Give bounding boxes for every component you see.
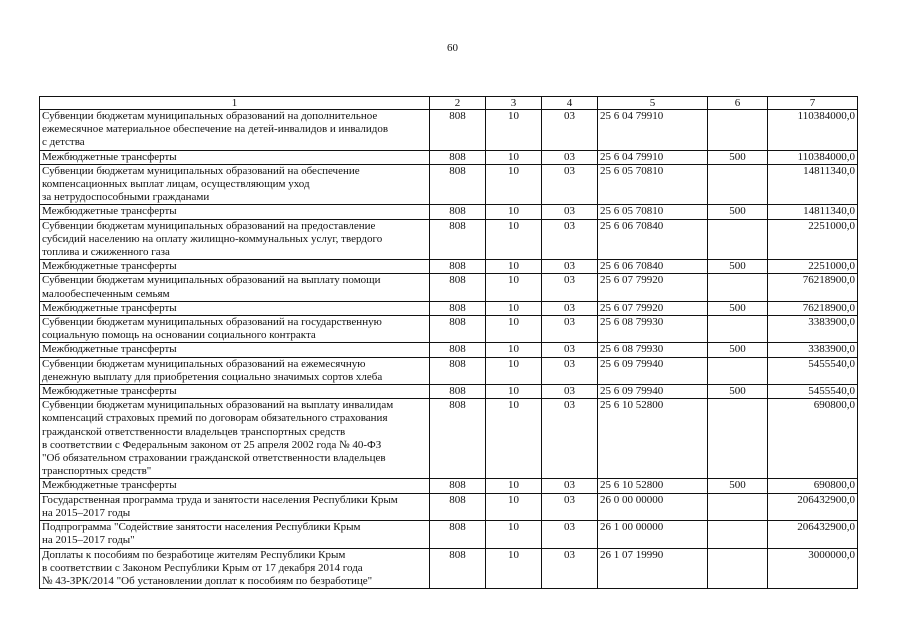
section-code-cell: 10 xyxy=(486,316,542,343)
subsection-code-cell: 03 xyxy=(542,260,598,274)
section-code-cell: 10 xyxy=(486,205,542,219)
expense-kind-cell xyxy=(708,399,768,479)
target-article-cell: 25 6 04 79910 xyxy=(598,150,708,164)
table-row xyxy=(40,385,858,399)
table-row xyxy=(40,493,858,520)
ministry-code-cell: 808 xyxy=(430,385,486,399)
section-code-cell: 10 xyxy=(486,150,542,164)
section-code-cell: 10 xyxy=(486,385,542,399)
page-number: 60 xyxy=(447,42,458,54)
ministry-code-cell: 808 xyxy=(430,110,486,151)
header-cell: 1 xyxy=(40,97,430,110)
subsection-code-cell: 03 xyxy=(542,357,598,384)
target-article-cell: 26 0 00 00000 xyxy=(598,493,708,520)
amount-cell: 14811340,0 xyxy=(768,164,858,205)
header-cell: 6 xyxy=(708,97,768,110)
ministry-code-cell: 808 xyxy=(430,150,486,164)
amount-cell: 110384000,0 xyxy=(768,110,858,151)
table-row xyxy=(40,316,858,343)
header-row xyxy=(40,97,858,110)
row-name-cell: Межбюджетные трансферты xyxy=(40,205,430,219)
header-cell: 4 xyxy=(542,97,598,110)
amount-cell: 690800,0 xyxy=(768,479,858,493)
subsection-code-cell: 03 xyxy=(542,301,598,315)
row-name-cell: Субвенции бюджетам муниципальных образований на государственную социальную помощь на основании социального контракта xyxy=(40,316,430,343)
target-article-cell: 26 1 00 00000 xyxy=(598,521,708,548)
section-code-cell: 10 xyxy=(486,479,542,493)
ministry-code-cell: 808 xyxy=(430,301,486,315)
target-article-cell: 25 6 08 79930 xyxy=(598,316,708,343)
expense-kind-cell: 500 xyxy=(708,301,768,315)
amount-cell: 690800,0 xyxy=(768,399,858,479)
section-code-cell: 10 xyxy=(486,521,542,548)
target-article-cell: 25 6 07 79920 xyxy=(598,301,708,315)
amount-cell: 5455540,0 xyxy=(768,357,858,384)
table-row xyxy=(40,521,858,548)
subsection-code-cell: 03 xyxy=(542,521,598,548)
target-article-cell: 25 6 10 52800 xyxy=(598,399,708,479)
row-name-cell: Субвенции бюджетам муниципальных образований на ежемесячную денежную выплату для приобретения социально значимых сортов хлеба xyxy=(40,357,430,384)
target-article-cell: 26 1 07 19990 xyxy=(598,548,708,589)
subsection-code-cell: 03 xyxy=(542,493,598,520)
table-row xyxy=(40,399,858,479)
ministry-code-cell: 808 xyxy=(430,205,486,219)
subsection-code-cell: 03 xyxy=(542,316,598,343)
table-row xyxy=(40,219,858,260)
target-article-cell: 25 6 10 52800 xyxy=(598,479,708,493)
expense-kind-cell: 500 xyxy=(708,343,768,357)
target-article-cell: 25 6 05 70810 xyxy=(598,164,708,205)
expense-kind-cell xyxy=(708,316,768,343)
section-code-cell: 10 xyxy=(486,164,542,205)
ministry-code-cell: 808 xyxy=(430,343,486,357)
amount-cell: 206432900,0 xyxy=(768,493,858,520)
row-name-cell: Субвенции бюджетам муниципальных образований на дополнительное ежемесячное материальное обеспечение на детей-инвалидов и инвалидов с детства xyxy=(40,110,430,151)
row-name-cell: Субвенции бюджетам муниципальных образований на выплату инвалидам компенсаций страховых премий по договорам обязательного страхования гражданской ответственности владельцев транспортных средств в соответствии с Федеральным законом от 25 апреля 2002 года № 40-ФЗ "Об обязательном страховании гражданской ответственности владельцев транспортных средств" xyxy=(40,399,430,479)
section-code-cell: 10 xyxy=(486,301,542,315)
target-article-cell: 25 6 09 79940 xyxy=(598,357,708,384)
amount-cell: 110384000,0 xyxy=(768,150,858,164)
row-name-cell: Подпрограмма "Содействие занятости населения Республики Крым на 2015–2017 годы" xyxy=(40,521,430,548)
ministry-code-cell: 808 xyxy=(430,493,486,520)
header-cell: 5 xyxy=(598,97,708,110)
table-row xyxy=(40,110,858,151)
section-code-cell: 10 xyxy=(486,260,542,274)
subsection-code-cell: 03 xyxy=(542,110,598,151)
expense-kind-cell xyxy=(708,219,768,260)
row-name-cell: Межбюджетные трансферты xyxy=(40,385,430,399)
subsection-code-cell: 03 xyxy=(542,150,598,164)
amount-cell: 2251000,0 xyxy=(768,219,858,260)
ministry-code-cell: 808 xyxy=(430,219,486,260)
target-article-cell: 25 6 08 79930 xyxy=(598,343,708,357)
row-name-cell: Субвенции бюджетам муниципальных образований на выплату помощи малообеспеченным семьям xyxy=(40,274,430,301)
section-code-cell: 10 xyxy=(486,219,542,260)
table-body xyxy=(40,110,858,589)
amount-cell: 3383900,0 xyxy=(768,316,858,343)
ministry-code-cell: 808 xyxy=(430,164,486,205)
subsection-code-cell: 03 xyxy=(542,385,598,399)
target-article-cell: 25 6 04 79910 xyxy=(598,110,708,151)
subsection-code-cell: 03 xyxy=(542,399,598,479)
table-row xyxy=(40,164,858,205)
amount-cell: 206432900,0 xyxy=(768,521,858,548)
section-code-cell: 10 xyxy=(486,399,542,479)
ministry-code-cell: 808 xyxy=(430,399,486,479)
header-cell: 3 xyxy=(486,97,542,110)
amount-cell: 3383900,0 xyxy=(768,343,858,357)
expense-kind-cell xyxy=(708,493,768,520)
amount-cell: 76218900,0 xyxy=(768,301,858,315)
subsection-code-cell: 03 xyxy=(542,479,598,493)
target-article-cell: 25 6 06 70840 xyxy=(598,219,708,260)
subsection-code-cell: 03 xyxy=(542,164,598,205)
target-article-cell: 25 6 07 79920 xyxy=(598,274,708,301)
expense-kind-cell xyxy=(708,357,768,384)
row-name-cell: Межбюджетные трансферты xyxy=(40,150,430,164)
expense-kind-cell xyxy=(708,274,768,301)
row-name-cell: Субвенции бюджетам муниципальных образований на предоставление субсидий населению на оплату жилищно-коммунальных услуг, твердого топлива и сжиженного газа xyxy=(40,219,430,260)
subsection-code-cell: 03 xyxy=(542,274,598,301)
header-cell: 7 xyxy=(768,97,858,110)
amount-cell: 14811340,0 xyxy=(768,205,858,219)
ministry-code-cell: 808 xyxy=(430,548,486,589)
row-name-cell: Межбюджетные трансферты xyxy=(40,260,430,274)
ministry-code-cell: 808 xyxy=(430,479,486,493)
table-row xyxy=(40,479,858,493)
table-row xyxy=(40,205,858,219)
expense-kind-cell xyxy=(708,110,768,151)
table-row xyxy=(40,274,858,301)
header-cell: 2 xyxy=(430,97,486,110)
section-code-cell: 10 xyxy=(486,110,542,151)
section-code-cell: 10 xyxy=(486,357,542,384)
row-name-cell: Межбюджетные трансферты xyxy=(40,301,430,315)
amount-cell: 76218900,0 xyxy=(768,274,858,301)
ministry-code-cell: 808 xyxy=(430,260,486,274)
amount-cell: 5455540,0 xyxy=(768,385,858,399)
row-name-cell: Государственная программа труда и занятости населения Республики Крым на 2015–2017 годы xyxy=(40,493,430,520)
section-code-cell: 10 xyxy=(486,274,542,301)
amount-cell: 3000000,0 xyxy=(768,548,858,589)
table-row xyxy=(40,301,858,315)
row-name-cell: Субвенции бюджетам муниципальных образований на обеспечение компенсационных выплат лицам, осуществляющим уход за нетрудоспособными гражданами xyxy=(40,164,430,205)
target-article-cell: 25 6 05 70810 xyxy=(598,205,708,219)
row-name-cell: Доплаты к пособиям по безработице жителям Республики Крым в соответствии с Законом Республики Крым от 17 декабря 2014 года № 43-ЗРК/2014 "Об установлении доплат к пособиям по безработице" xyxy=(40,548,430,589)
expense-kind-cell xyxy=(708,164,768,205)
target-article-cell: 25 6 06 70840 xyxy=(598,260,708,274)
expense-kind-cell: 500 xyxy=(708,150,768,164)
expense-kind-cell: 500 xyxy=(708,260,768,274)
expense-kind-cell xyxy=(708,548,768,589)
table-row xyxy=(40,343,858,357)
ministry-code-cell: 808 xyxy=(430,357,486,384)
section-code-cell: 10 xyxy=(486,343,542,357)
target-article-cell: 25 6 09 79940 xyxy=(598,385,708,399)
subsection-code-cell: 03 xyxy=(542,548,598,589)
expense-kind-cell: 500 xyxy=(708,385,768,399)
subsection-code-cell: 03 xyxy=(542,219,598,260)
budget-table xyxy=(39,96,858,589)
subsection-code-cell: 03 xyxy=(542,205,598,219)
row-name-cell: Межбюджетные трансферты xyxy=(40,479,430,493)
expense-kind-cell xyxy=(708,521,768,548)
table-row xyxy=(40,357,858,384)
section-code-cell: 10 xyxy=(486,548,542,589)
row-name-cell: Межбюджетные трансферты xyxy=(40,343,430,357)
table-row xyxy=(40,150,858,164)
table-row xyxy=(40,548,858,589)
ministry-code-cell: 808 xyxy=(430,274,486,301)
subsection-code-cell: 03 xyxy=(542,343,598,357)
amount-cell: 2251000,0 xyxy=(768,260,858,274)
table-row xyxy=(40,260,858,274)
expense-kind-cell: 500 xyxy=(708,205,768,219)
ministry-code-cell: 808 xyxy=(430,316,486,343)
section-code-cell: 10 xyxy=(486,493,542,520)
expense-kind-cell: 500 xyxy=(708,479,768,493)
ministry-code-cell: 808 xyxy=(430,521,486,548)
